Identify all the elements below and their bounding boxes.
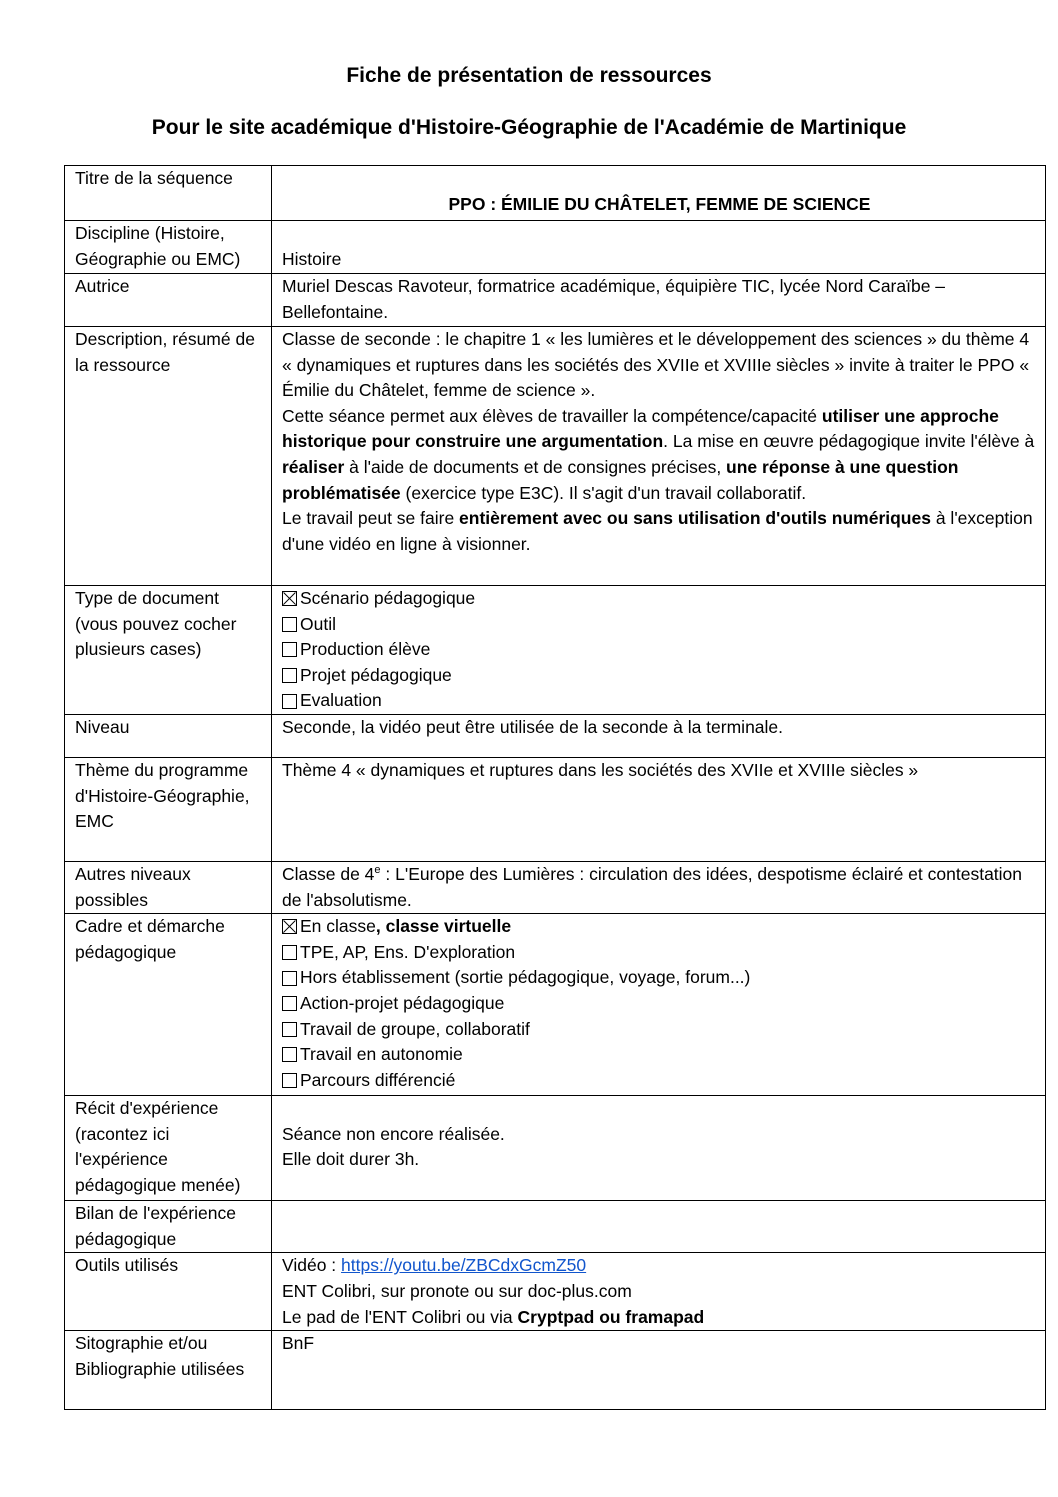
label-autrice: Autrice	[65, 274, 272, 327]
bold-span: réaliser	[282, 456, 345, 477]
checkbox-label: Projet pédagogique	[300, 664, 452, 685]
row-niveau	[65, 715, 1046, 758]
value-outils	[272, 1253, 1046, 1331]
text-span: Vidéo :	[282, 1255, 342, 1276]
value-autres-niveaux	[272, 862, 1046, 914]
value-bilan	[272, 1201, 1046, 1253]
checkbox-item[interactable]	[282, 586, 1037, 612]
outils-line-3	[282, 1305, 1037, 1331]
row-theme	[65, 758, 1046, 862]
checkbox-label: TPE, AP, Ens. D'exploration	[300, 941, 516, 962]
outils-line-1	[282, 1253, 1037, 1279]
label-niveau: Niveau	[65, 715, 272, 758]
value-discipline: Histoire	[282, 248, 342, 269]
row-recit	[65, 1096, 1046, 1201]
checkbox-icon[interactable]	[282, 996, 297, 1011]
description-paragraph-2	[282, 404, 1037, 506]
text-span: (exercice type E3C). Il s'agit d'un travail collaboratif.	[400, 482, 807, 503]
video-link[interactable]: https://youtu.be/ZBCdxGcmZ50	[341, 1255, 587, 1276]
value-theme: Thème 4 « dynamiques et ruptures dans les sociétés des XVIIe et XVIIIe siècles »	[272, 758, 1046, 862]
checkbox-checked-icon[interactable]	[282, 919, 297, 934]
recit-line-1: Séance non encore réalisée.	[282, 1123, 505, 1144]
recit-line-2: Elle doit durer 3h.	[282, 1149, 420, 1170]
outils-line-2: ENT Colibri, sur pronote ou sur doc-plus.com	[282, 1280, 632, 1301]
text-span: Cette séance permet aux élèves de travailler la compétence/capacité	[282, 405, 822, 426]
description-paragraph-3	[282, 506, 1037, 557]
value-description	[272, 327, 1046, 586]
checkbox-label: Hors établissement (sortie pédagogique, voyage, forum...)	[300, 967, 751, 988]
text-span: . La mise en œuvre pédagogique invite l'élève à	[663, 431, 1035, 452]
label-type-document: Type de document (vous pouvez cocher plusieurs cases)	[65, 586, 272, 715]
bold-span: une réponse à une question problématisée	[282, 456, 959, 503]
row-autrice	[65, 274, 1046, 327]
row-outils	[65, 1253, 1046, 1331]
checkbox-label: Production élève	[300, 639, 431, 660]
checkbox-icon[interactable]	[282, 971, 297, 986]
checkbox-item[interactable]	[282, 1042, 1037, 1068]
checkbox-icon[interactable]	[282, 668, 297, 683]
bold-span: utiliser une approche historique pour construire une argumentation	[282, 405, 999, 452]
value-recit	[272, 1096, 1046, 1201]
checkbox-item[interactable]	[282, 612, 1037, 638]
page-subtitle: Pour le site académique d'Histoire-Géographie de l'Académie de Martinique	[151, 116, 907, 139]
row-sitographie	[65, 1331, 1046, 1410]
checkbox-label: Action-projet pédagogique	[300, 992, 505, 1013]
checkbox-icon[interactable]	[282, 694, 297, 709]
checkbox-label: Scénario pédagogique	[300, 588, 476, 608]
checkbox-item[interactable]	[282, 991, 1037, 1017]
value-type-document	[272, 586, 1046, 715]
checkbox-label-bold: , classe virtuelle	[375, 916, 512, 937]
text-span: Classe de 4	[282, 864, 375, 884]
text-span: : L'Europe des Lumières : circulation des idées, despotisme éclairé et contestation de l'absolutisme.	[282, 864, 1023, 910]
text-span: Le travail peut se faire	[282, 508, 460, 529]
label-bilan: Bilan de l'expérience pédagogique	[65, 1201, 272, 1253]
label-titre: Titre de la séquence	[65, 166, 272, 221]
value-niveau: Seconde, la vidéo peut être utilisée de la seconde à la terminale.	[272, 715, 1046, 758]
row-discipline	[65, 221, 1046, 274]
checkbox-item[interactable]	[282, 1068, 1037, 1094]
checkbox-label: Parcours différencié	[300, 1069, 456, 1090]
value-cadre	[272, 914, 1046, 1096]
checkbox-icon[interactable]	[282, 1073, 297, 1088]
row-type-document	[65, 586, 1046, 715]
checkbox-checked-icon[interactable]	[282, 591, 297, 606]
text-span: à l'exception d'une vidéo en ligne à visionner.	[282, 508, 1033, 554]
label-theme: Thème du programme d'Histoire-Géographie, EMC	[65, 758, 272, 862]
checkbox-label: En classe	[300, 916, 376, 937]
label-autres-niveaux: Autres niveaux possibles	[65, 862, 272, 914]
label-outils: Outils utilisés	[65, 1253, 272, 1331]
value-titre	[272, 166, 1046, 221]
label-discipline: Discipline (Histoire, Géographie ou EMC)	[65, 221, 272, 274]
bold-span: Cryptpad ou framapad	[517, 1306, 705, 1327]
label-recit: Récit d'expérience (racontez ici l'expérience pédagogique menée)	[65, 1096, 272, 1201]
row-autres-niveaux	[65, 862, 1046, 914]
checkbox-label: Outil	[300, 613, 336, 634]
sequence-title: PPO : ÉMILIE DU CHÂTELET, FEMME DE SCIENCE	[448, 193, 871, 214]
checkbox-item[interactable]	[282, 637, 1037, 663]
page-title: Fiche de présentation de ressources	[346, 64, 712, 87]
row-titre	[65, 166, 1046, 221]
checkbox-label: Travail en autonomie	[300, 1044, 463, 1065]
row-description	[65, 327, 1046, 586]
text-span: Le pad de l'ENT Colibri ou via	[282, 1306, 518, 1327]
checkbox-icon[interactable]	[282, 642, 297, 657]
text-span: à l'aide de documents et de consignes précises,	[344, 456, 727, 477]
checkbox-item[interactable]	[282, 914, 1037, 940]
checkbox-item[interactable]	[282, 688, 1037, 714]
value-discipline-cell	[272, 221, 1046, 274]
value-sitographie: BnF	[272, 1331, 1046, 1410]
checkbox-item[interactable]	[282, 940, 1037, 966]
checkbox-icon[interactable]	[282, 1047, 297, 1062]
row-cadre	[65, 914, 1046, 1096]
value-autrice: Muriel Descas Ravoteur, formatrice académique, équipière TIC, lycée Nord Caraïbe – Bellefontaine.	[272, 274, 1046, 327]
checkbox-item[interactable]	[282, 1017, 1037, 1043]
checkbox-item[interactable]	[282, 965, 1037, 991]
superscript: e	[374, 864, 381, 877]
checkbox-item[interactable]	[282, 663, 1037, 689]
checkbox-label: Evaluation	[300, 690, 382, 711]
label-sitographie: Sitographie et/ou Bibliographie utilisées	[65, 1331, 272, 1410]
bold-span: entièrement avec ou sans utilisation d'outils numériques	[459, 508, 931, 529]
resource-sheet-table	[64, 165, 1046, 1410]
checkbox-icon[interactable]	[282, 945, 297, 960]
label-description: Description, résumé de la ressource	[65, 327, 272, 586]
checkbox-icon[interactable]	[282, 617, 297, 632]
label-cadre: Cadre et démarche pédagogique	[65, 914, 272, 1096]
row-bilan	[65, 1201, 1046, 1253]
checkbox-label: Travail de groupe, collaboratif	[300, 1018, 530, 1039]
description-paragraph-1: Classe de seconde : le chapitre 1 « les lumières et le développement des sciences » du thème 4 « dynamiques et ruptures dans les sociétés des XVIIe et XVIIIe siècles » invite à traiter le PPO « Émilie du Châtelet, femme de science ».	[282, 329, 1030, 401]
checkbox-icon[interactable]	[282, 1022, 297, 1037]
